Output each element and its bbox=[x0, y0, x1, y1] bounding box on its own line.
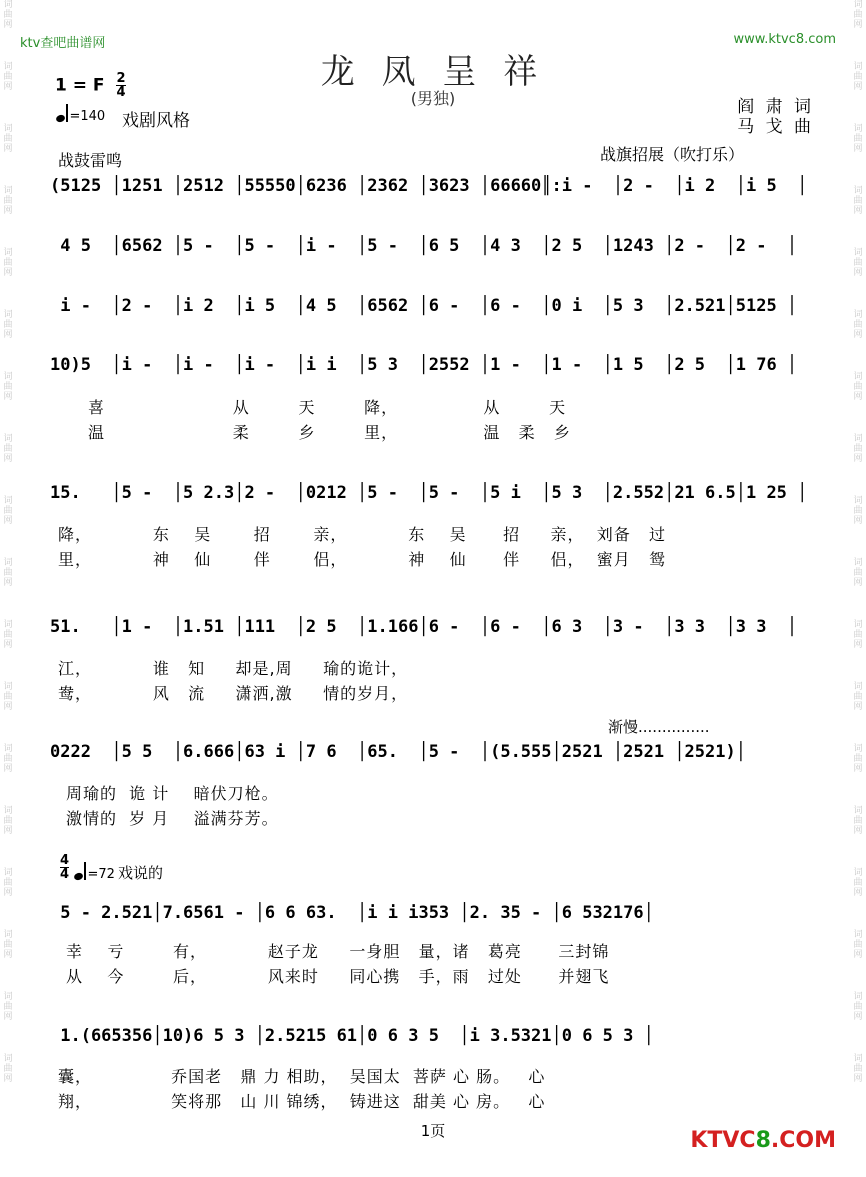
side-watermark-glyphs: 词 曲 网 bbox=[853, 248, 863, 278]
side-watermark-glyphs: 词 曲 网 bbox=[853, 496, 863, 526]
key-signature bbox=[55, 72, 126, 99]
side-watermark-glyphs: 词 曲 网 bbox=[853, 992, 863, 1022]
notation-row-7: 0222 │5 5 │6.666│63 i │7 6 │65. │5 - │(5.555│2521 │2521 │2521)│ bbox=[50, 742, 746, 762]
tempo-marking bbox=[56, 104, 105, 124]
lyric-row-5-line2: 里， 神 仙 伴 侣， 神 仙 伴 侣， 蜜月 鸳 bbox=[58, 550, 666, 569]
lyric-row-7-line1: 周瑜的 诡 计 暗伏刀枪。 bbox=[66, 784, 279, 803]
side-watermark-glyphs: 词 曲 网 bbox=[3, 992, 13, 1022]
time-sig-2-bottom: 4 bbox=[60, 867, 70, 882]
side-watermark-glyphs: 词 曲 网 bbox=[3, 186, 13, 216]
song-subtitle: (男独) bbox=[410, 89, 456, 108]
side-watermark-glyphs: 词 曲 网 bbox=[853, 434, 863, 464]
side-watermark-glyphs: 词 曲 网 bbox=[3, 682, 13, 712]
logo-letter: C bbox=[739, 1128, 756, 1153]
notation-row-2: 4 5 │6562 │5 - │5 - │i - │5 - │6 5 │4 3 │2 5 │1243 │2 - │2 - │ bbox=[50, 236, 798, 256]
style-label-2: 戏说的 bbox=[118, 864, 164, 882]
side-watermark-glyphs: 词 曲 网 bbox=[853, 0, 863, 30]
notation-row-1: (5125 │1251 │2512 │55550│6236 │2362 │3623 │66660║:i - │2 - │i 2 │i 5 │ bbox=[50, 176, 808, 196]
quarter-note-icon bbox=[55, 114, 66, 124]
lyric-row-8-line1: 幸 亏 有， 赵子龙 一身胆 量，诸 葛亮 三封锦 bbox=[66, 942, 610, 961]
lyric-row-9-line2: 翔， 笑将那 山 川 锦绣， 铸进这 甜美 心 房。 心 bbox=[58, 1092, 546, 1111]
lyricist-credit: 阎 肃 词 bbox=[737, 97, 814, 117]
side-watermark-glyphs: 词 曲 网 bbox=[853, 930, 863, 960]
side-watermark-glyphs: 词 曲 网 bbox=[853, 1054, 863, 1084]
song-title: 龙 凤 呈 祥 bbox=[320, 52, 546, 92]
cue-banners: 战旗招展（吹打乐） bbox=[600, 145, 745, 164]
notation-row-3: i - │2 - │i 2 │i 5 │4 5 │6562 │6 - │6 - │0 i │5 3 │2.521│5125 │ bbox=[50, 296, 798, 316]
logo-digit: 8 bbox=[755, 1128, 771, 1153]
logo-prefix: KTV bbox=[690, 1128, 740, 1153]
lyric-row-4-line1: 喜 从 天 降， 从 天 bbox=[88, 398, 567, 417]
side-watermark-glyphs: 词 曲 网 bbox=[853, 558, 863, 588]
style-label: 戏剧风格 bbox=[122, 111, 190, 131]
side-watermark-glyphs: 词 曲 网 bbox=[853, 372, 863, 402]
notation-row-6: 51. │1 - │1.51 │111 │2 5 │1.166│6 - │6 - │6 3 │3 - │3 3 │3 3 │ bbox=[50, 617, 798, 637]
lyric-row-7-line2: 激情的 岁 月 溢满芬芳。 bbox=[66, 809, 279, 828]
lyric-row-4-line2: 温 柔 乡 里， 温 柔 乡 bbox=[88, 423, 571, 442]
footer-logo[interactable] bbox=[690, 1128, 836, 1153]
note-stem-icon bbox=[66, 104, 68, 122]
tempo-value-2: =72 bbox=[87, 867, 115, 882]
side-watermark-glyphs: 词 曲 网 bbox=[3, 124, 13, 154]
side-watermark-right bbox=[850, 0, 866, 1177]
side-watermark-glyphs: 词 曲 网 bbox=[3, 496, 13, 526]
side-watermark-glyphs: 词 曲 网 bbox=[853, 806, 863, 836]
notation-row-9: 1.(665356│10)6 5 3 │2.5215 61│0 6 3 5 │i 3.5321│0 6 5 3 │ bbox=[50, 1026, 654, 1046]
time-signature-1 bbox=[116, 72, 125, 99]
side-watermark-glyphs: 词 曲 网 bbox=[3, 868, 13, 898]
side-watermark-glyphs: 词 曲 网 bbox=[3, 930, 13, 960]
side-watermark-glyphs: 词 曲 网 bbox=[3, 372, 13, 402]
note-stem-icon-2 bbox=[84, 862, 86, 880]
notation-row-8: 5 - 2.521│7.6561 - │6 6 63. │i i i353 │2. 35 - │6 532176│ bbox=[50, 903, 654, 923]
side-watermark-glyphs: 词 曲 网 bbox=[853, 310, 863, 340]
side-watermark-left bbox=[0, 0, 16, 1177]
side-watermark-glyphs: 词 曲 网 bbox=[3, 0, 13, 30]
lyric-row-8-line2: 从 今 后， 风来时 同心携 手，雨 过处 并翅飞 bbox=[66, 967, 610, 986]
side-watermark-glyphs: 词 曲 网 bbox=[853, 620, 863, 650]
time-sig-2-top: 4 bbox=[60, 853, 70, 868]
side-watermark-glyphs: 词 曲 网 bbox=[3, 310, 13, 340]
side-watermark-glyphs: 词 曲 网 bbox=[3, 1054, 13, 1084]
lyric-row-6-line1: 江， 谁 知 却是,周 瑜的诡计， bbox=[58, 659, 409, 678]
side-watermark-glyphs: 词 曲 网 bbox=[853, 62, 863, 92]
side-watermark-glyphs: 词 曲 网 bbox=[853, 124, 863, 154]
time-sig-bottom: 4 bbox=[116, 85, 126, 100]
quarter-note-icon-2 bbox=[73, 872, 84, 882]
side-watermark-glyphs: 词 曲 网 bbox=[3, 434, 13, 464]
side-watermark-glyphs: 词 曲 网 bbox=[3, 558, 13, 588]
side-watermark-glyphs: 词 曲 网 bbox=[3, 620, 13, 650]
lyric-row-6-line2: 鸯， 风 流 潇洒,激 情的岁月， bbox=[58, 684, 409, 703]
side-watermark-glyphs: 词 曲 网 bbox=[3, 62, 13, 92]
lyric-row-9-line1: 囊， 乔国老 鼎 力 相助， 吴国太 菩萨 心 肠。 心 bbox=[58, 1067, 546, 1086]
side-watermark-glyphs: 词 曲 网 bbox=[853, 744, 863, 774]
side-watermark-glyphs: 词 曲 网 bbox=[3, 248, 13, 278]
time-signature-2 bbox=[60, 854, 69, 881]
key-label: 1 = F bbox=[55, 75, 105, 96]
side-watermark-glyphs: 词 曲 网 bbox=[853, 186, 863, 216]
side-watermark-glyphs: 词 曲 网 bbox=[3, 744, 13, 774]
cue-drums: 战鼓雷鸣 bbox=[58, 151, 123, 170]
notation-row-5: 15. │5 - │5 2.3│2 - │0212 │5 - │5 - │5 i │5 3 │2.552│21 6.5│1 25 │ bbox=[50, 483, 808, 503]
notation-row-4: 10)5 │i - │i - │i - │i i │5 3 │2552 │1 - │1 - │1 5 │2 5 │1 76 │ bbox=[50, 355, 798, 375]
time-sig-top: 2 bbox=[116, 71, 126, 86]
watermark-left[interactable]: ktv查吧曲谱网 bbox=[20, 36, 106, 51]
side-watermark-glyphs: 词 曲 网 bbox=[3, 806, 13, 836]
lyric-row-5-line1: 降， 东 吴 招 亲， 东 吴 招 亲， 刘备 过 bbox=[58, 525, 666, 544]
watermark-right[interactable]: www.ktvc8.com bbox=[733, 32, 836, 47]
logo-suffix: .COM bbox=[770, 1128, 836, 1153]
side-watermark-glyphs: 词 曲 网 bbox=[853, 682, 863, 712]
page-number: 1页 bbox=[420, 1122, 446, 1140]
composer-credit: 马 戈 曲 bbox=[737, 117, 814, 137]
tempo-marking-2 bbox=[74, 862, 115, 882]
tempo-value: =140 bbox=[69, 109, 106, 124]
side-watermark-glyphs: 词 曲 网 bbox=[853, 868, 863, 898]
ritardando-cue: 渐慢............... bbox=[608, 718, 710, 736]
